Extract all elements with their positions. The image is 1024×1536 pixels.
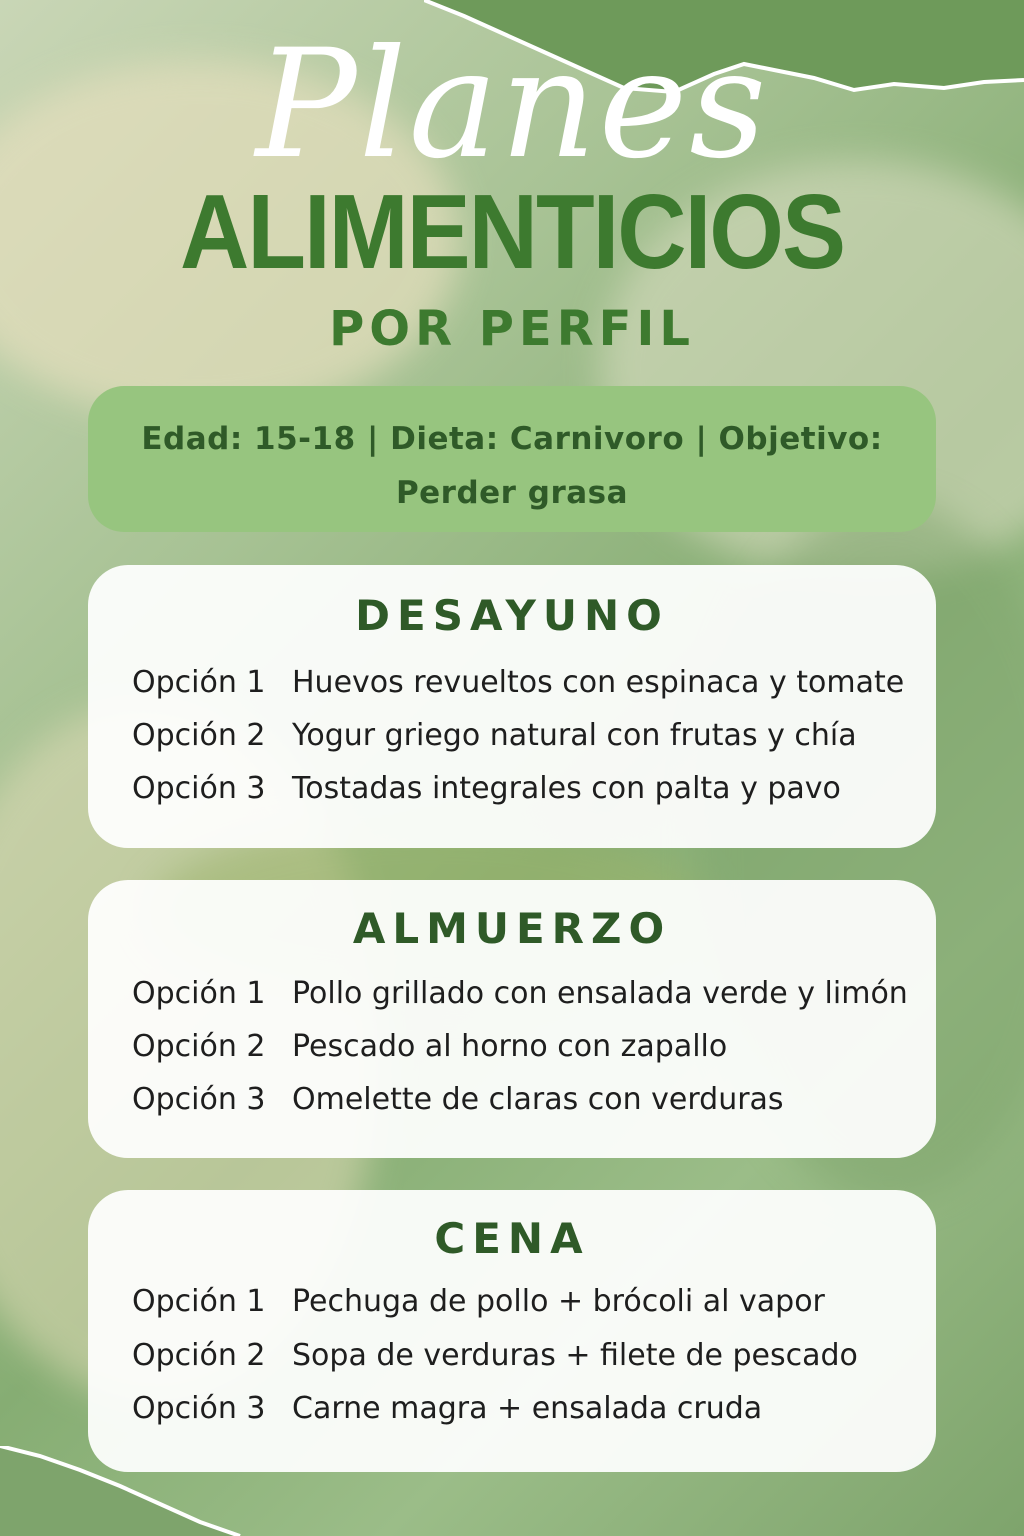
meal-card-almuerzo <box>88 880 936 1158</box>
option-label: Opción 2 <box>132 1338 266 1373</box>
meal-title: DESAYUNO <box>355 591 669 640</box>
option-label: Opción 2 <box>132 1029 266 1064</box>
option-label: Opción 2 <box>132 718 266 753</box>
meal-option <box>132 976 908 1011</box>
meal-option <box>132 718 857 753</box>
option-label: Opción 1 <box>132 976 266 1011</box>
option-label: Opción 1 <box>132 665 266 700</box>
meal-option <box>132 1338 858 1373</box>
profile-line-2: Perder grasa <box>395 475 629 511</box>
meal-option <box>132 771 841 806</box>
option-text: Yogur griego natural con frutas y chía <box>292 718 857 753</box>
option-text: Carne magra + ensalada cruda <box>292 1391 763 1426</box>
option-text: Omelette de claras con verduras <box>292 1082 784 1117</box>
meal-option <box>132 1391 762 1426</box>
option-text: Pollo grillado con ensalada verde y limón <box>292 976 908 1011</box>
meal-title: CENA <box>434 1214 590 1263</box>
profile-banner <box>88 386 936 532</box>
meal-option <box>132 665 904 700</box>
option-text: Tostadas integrales con palta y pavo <box>292 771 841 806</box>
option-text: Pechuga de pollo + brócoli al vapor <box>292 1284 825 1319</box>
meal-option <box>132 1029 727 1064</box>
option-label: Opción 1 <box>132 1284 266 1319</box>
script-title: Planes <box>255 18 769 192</box>
subtitle: POR PERFIL <box>329 301 695 357</box>
option-label: Opción 3 <box>132 1082 266 1117</box>
meal-title: ALMUERZO <box>352 904 672 953</box>
meal-option <box>132 1284 825 1319</box>
meal-card-cena <box>88 1190 936 1472</box>
option-label: Opción 3 <box>132 1391 266 1426</box>
option-label: Opción 3 <box>132 771 266 806</box>
meal-card-desayuno <box>88 565 936 848</box>
option-text: Huevos revueltos con espinaca y tomate <box>292 665 905 700</box>
option-text: Pescado al horno con zapallo <box>292 1029 728 1064</box>
main-title: ALIMENTICIOS <box>180 173 844 292</box>
profile-line-1: Edad: 15-18 | Dieta: Carnivoro | Objetivo: <box>141 421 883 457</box>
meal-option <box>132 1082 784 1117</box>
option-text: Sopa de verduras + filete de pescado <box>292 1338 858 1373</box>
